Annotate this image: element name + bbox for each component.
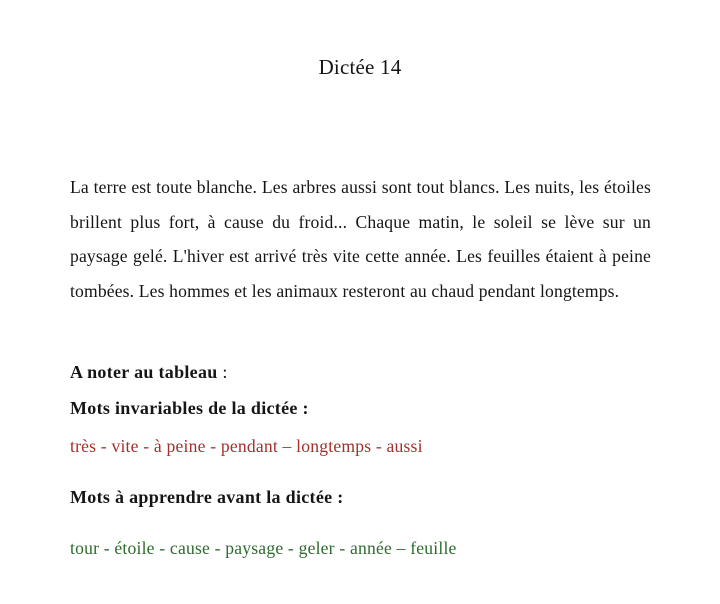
- words-to-learn-list: tour - étoile - cause - paysage - geler - année – feuille: [70, 538, 457, 558]
- words-to-learn-heading: Mots à apprendre avant la dictée :: [70, 487, 344, 507]
- note-heading: [70, 362, 228, 383]
- invariable-words-list: très - vite - à peine - pendant – longtemps - aussi: [70, 436, 423, 456]
- note-heading-colon: :: [217, 362, 228, 382]
- dictation-paragraph: La terre est toute blanche. Les arbres aussi sont tout blancs. Les nuits, les étoiles brillent plus fort, à cause du froid... Chaque matin, le soleil se lève sur un paysage gelé. L'hiver est arrivé très vite cette année. Les feuilles étaient à peine tombées. Les hommes et les animaux resteront au chaud pendant longtemps.: [70, 177, 651, 301]
- invariable-words-heading: Mots invariables de la dictée :: [70, 398, 309, 418]
- title-text: Dictée 14: [318, 55, 402, 79]
- page-title: [0, 55, 720, 80]
- note-heading-text: A noter au tableau: [70, 362, 218, 382]
